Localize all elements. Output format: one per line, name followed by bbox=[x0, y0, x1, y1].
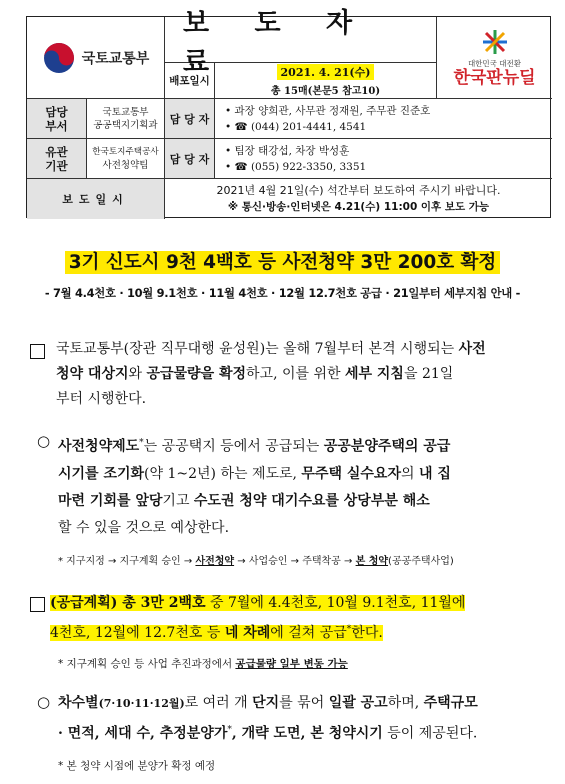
paragraph-4-line1 bbox=[58, 690, 548, 717]
distribution-label: 배포일시 bbox=[165, 63, 215, 99]
p2-text-l: 할 수 있을 것으로 예상한다. bbox=[58, 519, 230, 536]
paragraph-2-line4 bbox=[58, 515, 546, 542]
p4-text-f: 일괄 공고 bbox=[328, 695, 388, 711]
square-bullet-icon bbox=[30, 597, 45, 612]
dept-contact bbox=[215, 99, 552, 139]
paragraph-3-line1 bbox=[50, 590, 550, 616]
newdeal-logo bbox=[437, 17, 552, 99]
paragraph-1-line2 bbox=[56, 362, 546, 387]
taegeuk-emblem-icon bbox=[42, 41, 76, 75]
paragraph-2-line2 bbox=[58, 461, 546, 488]
footnote-1 bbox=[58, 552, 454, 567]
p2-text-i: 마련 기회를 앞당 bbox=[58, 492, 163, 509]
paragraph-2 bbox=[58, 430, 546, 542]
paragraph-4-line2 bbox=[58, 717, 548, 748]
p2-text-k: 수도권 청약 대기수요를 상당부분 해소 bbox=[193, 492, 430, 509]
p4-text-b: (7·10·11·12월) bbox=[98, 697, 185, 710]
footnote-2 bbox=[58, 656, 348, 671]
p4-text-d: 단지 bbox=[252, 695, 280, 711]
p2-text-j: 기고 bbox=[162, 492, 194, 509]
agency-org bbox=[87, 139, 165, 179]
paragraph-1-line3 bbox=[56, 387, 546, 412]
embargo-line1: 2021년 4월 21일(수) 석간부터 보도하여 주시기 바랍니다. bbox=[216, 184, 501, 197]
p2-text-d: 시기를 조기화 bbox=[58, 465, 145, 482]
p2-text-e: (약 1~2년) 하는 제도로, bbox=[144, 465, 302, 482]
press-release-title: 보 도 자 료 bbox=[165, 17, 437, 63]
paragraph-3 bbox=[50, 590, 550, 646]
circle-bullet-icon: ○ bbox=[37, 693, 51, 711]
p2-text-g: 의 bbox=[400, 465, 419, 482]
agency-person-label: 담 당 자 bbox=[165, 139, 215, 179]
dept-org bbox=[87, 99, 165, 139]
press-header-table bbox=[26, 7, 551, 218]
p4-text-k: 등이 제공된다. bbox=[382, 725, 478, 742]
paragraph-1-line1 bbox=[56, 337, 546, 362]
p2-text-b: 는 공공택지 등에서 공급되는 bbox=[143, 438, 324, 455]
headline-text: 3기 신도시 9천 4백호 등 사전청약 3만 200호 확정 bbox=[65, 251, 501, 274]
p3-text-e: 에 걸쳐 공급 bbox=[270, 624, 347, 641]
p1-text-i: 부터 시행한다. bbox=[56, 391, 147, 407]
agency-label bbox=[27, 139, 87, 179]
circle-bullet-icon: ○ bbox=[37, 432, 51, 450]
p2-footnote-mark: * bbox=[139, 438, 144, 448]
headline bbox=[0, 248, 565, 274]
paragraph-1 bbox=[56, 337, 546, 412]
p4-text-a: 차수별 bbox=[58, 695, 99, 711]
dept-contact-phone: • ☎ (044) 201-4441, 4541 bbox=[225, 120, 367, 133]
paragraph-4 bbox=[58, 690, 548, 748]
agency-contact-names: • 팀장 태강섭, 차장 박성훈 bbox=[225, 144, 350, 157]
agency-org-line1: 한국토지주택공사 bbox=[92, 146, 159, 157]
agency-label-line2: 기관 bbox=[45, 158, 68, 173]
distribution-info bbox=[215, 63, 437, 99]
distribution-pages: 총 15매(본문5 참고10) bbox=[270, 86, 381, 97]
note1-text-c: → 사업승인 → 주택착공 → bbox=[234, 556, 356, 567]
p3-text-d: 네 차례 bbox=[224, 624, 271, 641]
note1-text-e: (공공주택사업) bbox=[388, 556, 454, 567]
paragraph-3-line2 bbox=[50, 616, 550, 646]
agency-contact bbox=[215, 139, 552, 179]
p1-text-f: 하고, 이를 위한 bbox=[246, 366, 345, 382]
p1-text-b: 사전 bbox=[458, 341, 486, 357]
note1-text-b: 사전청약 bbox=[195, 556, 235, 567]
p4-text-g: 하며, bbox=[387, 695, 424, 711]
dept-person-label: 담 당 자 bbox=[165, 99, 215, 139]
p2-text-c: 공공분양주택의 공급 bbox=[323, 438, 451, 455]
subheadline: - 7월 4.4천호 · 10월 9.1천호 · 11월 4천호 · 12월 12.7천호 공급 · 21일부터 세부지침 안내 - bbox=[44, 286, 521, 300]
molit-logo bbox=[27, 17, 165, 99]
p3-text-a: (공급계획) 총 3만 2백호 bbox=[50, 595, 206, 611]
brand-tagline: 대한민국 대전환 bbox=[467, 58, 522, 68]
p1-text-d: 와 bbox=[128, 366, 147, 382]
p4-footnote-mark: * bbox=[227, 725, 232, 735]
p3-text-f: 한다. bbox=[351, 624, 383, 641]
embargo-label: 보도일시 bbox=[27, 179, 165, 219]
p2-text-a: 사전청약제도 bbox=[58, 438, 140, 455]
newdeal-emblem-icon bbox=[478, 28, 512, 56]
ministry-name: 국토교통부 bbox=[81, 50, 150, 67]
p3-text-c: 4천호, 12월에 12.7천호 등 bbox=[50, 624, 225, 641]
dept-contact-names: • 과장 양희관, 사무관 정재원, 주무관 진준호 bbox=[225, 104, 431, 117]
p1-text-g: 세부 지침 bbox=[344, 366, 404, 382]
note1-text-a: * 지구지정 → 지구계획 승인 → bbox=[58, 556, 196, 567]
p3-footnote-mark: * bbox=[346, 624, 352, 634]
paragraph-2-line1 bbox=[58, 430, 546, 461]
p4-text-h: 주택규모 bbox=[423, 695, 478, 711]
p1-text-e: 공급물량을 확정 bbox=[146, 366, 247, 382]
dept-org-line2: 공공택지기획과 bbox=[93, 119, 158, 131]
embargo-line2: ※ 통신·방송·인터넷은 4.21(수) 11:00 이후 보도 가능 bbox=[227, 201, 490, 213]
p1-text-a: 국토교통부(장관 직무대행 윤성원)는 올해 7월부터 본격 시행되는 bbox=[56, 341, 459, 357]
paragraph-2-line3 bbox=[58, 488, 546, 515]
p4-text-c: 로 여러 개 bbox=[184, 695, 253, 711]
p3-text-b: 중 7월에 4.4천호, 10월 9.1천호, 11월에 bbox=[205, 595, 466, 611]
p2-text-h: 내 집 bbox=[418, 465, 451, 482]
p4-text-j: , 개략 도면, 본 청약시기 bbox=[231, 725, 383, 742]
note1-text-d: 본 청약 bbox=[355, 556, 389, 567]
agency-label-line1: 유관 bbox=[45, 144, 68, 159]
p4-text-e: 를 묶어 bbox=[279, 695, 329, 711]
dept-label-line2: 부서 bbox=[45, 118, 68, 133]
note2-text-a: * 지구계획 승인 등 사업 추진과정에서 bbox=[58, 658, 236, 670]
agency-contact-phone: • ☎ (055) 922-3350, 3351 bbox=[225, 160, 367, 173]
footnote-3 bbox=[58, 758, 215, 773]
p1-text-h: 을 21일 bbox=[403, 366, 454, 382]
brand-name: 한국판뉴딜 bbox=[453, 67, 536, 88]
dept-label bbox=[27, 99, 87, 139]
dept-org-line1: 국토교통부 bbox=[102, 106, 149, 118]
p4-text-i: · 면적, 세대 수, 추정분양가 bbox=[58, 725, 228, 742]
dept-label-line1: 담당 bbox=[45, 104, 68, 119]
note3-text: * 본 청약 시점에 분양가 확정 예정 bbox=[58, 760, 216, 772]
distribution-date: 2021. 4. 21(수) bbox=[277, 64, 375, 80]
embargo-info bbox=[165, 179, 552, 219]
note2-text-b: 공급물량 일부 변동 가능 bbox=[235, 658, 348, 670]
square-bullet-icon bbox=[30, 344, 45, 359]
p1-text-c: 청약 대상지 bbox=[56, 366, 129, 382]
agency-org-line2: 사전청약팀 bbox=[102, 159, 149, 171]
p2-text-f: 무주택 실수요자 bbox=[301, 465, 401, 482]
